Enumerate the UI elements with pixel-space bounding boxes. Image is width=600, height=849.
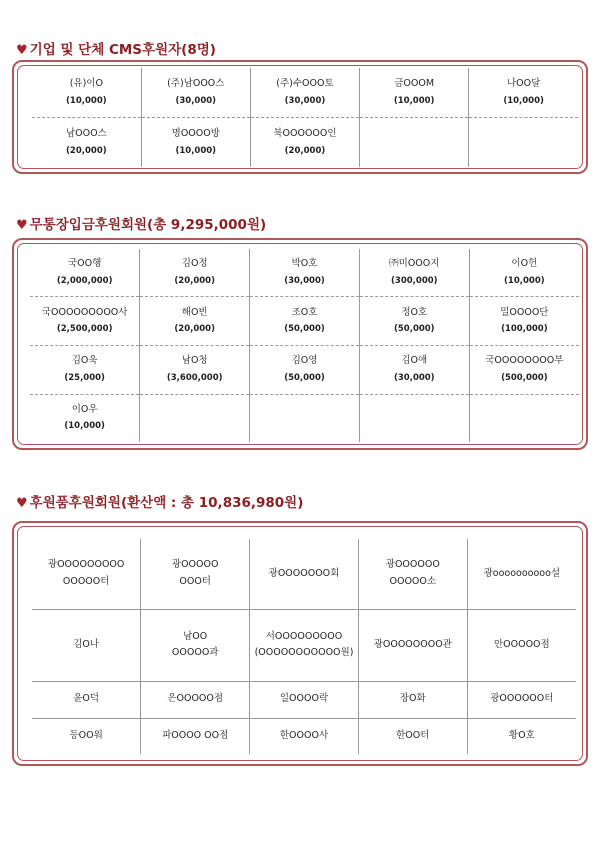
donor-name: 이O헌 (511, 258, 538, 270)
donor-name: 일OOOO락 (279, 693, 329, 705)
donor-cell (140, 249, 250, 297)
donor-cell (30, 394, 140, 442)
donor-name: 남OO (183, 630, 208, 642)
heart-icon: ♥ (16, 43, 28, 58)
donation-amount: (10,000) (393, 95, 435, 106)
donor-cell (469, 394, 579, 442)
donation-amount: (3,600,000) (166, 372, 223, 383)
heart-icon: ♥ (16, 496, 28, 511)
donor-cell (30, 345, 140, 394)
donation-amount: (10,000) (64, 421, 105, 432)
donation-amount: (30,000) (394, 372, 435, 383)
section-title-bank-transfer (16, 213, 266, 233)
donor-name: 남O청 (181, 355, 208, 367)
corporate-donor-box (12, 60, 588, 174)
donor-cell (141, 68, 250, 118)
donor-cell (30, 297, 140, 346)
donor-cell (140, 345, 250, 394)
donor-name: 명OOOO방 (171, 127, 220, 139)
donor-name: 김O욱 (71, 355, 98, 367)
table-row (30, 249, 579, 297)
donation-amount: (10,000) (503, 95, 544, 106)
donation-amount: (10,000) (175, 145, 217, 156)
donor-cell (469, 68, 578, 118)
donor-cell (359, 297, 469, 346)
in-kind-donor-table (32, 539, 576, 754)
bank-transfer-donor-box (12, 238, 588, 450)
donor-name: 금OOOM (394, 77, 435, 89)
section-title-text: 후원품후원회원(환산액 : 총 10,836,980원) (29, 495, 304, 511)
donor-cell (467, 718, 576, 754)
donor-name: 밀OOOO단 (500, 306, 549, 318)
donation-amount: (100,000) (501, 324, 548, 335)
donor-name: 광oooooooooo설 (483, 567, 561, 579)
table-row (32, 681, 576, 718)
donor-name: (유)이O (69, 77, 103, 89)
donor-name: 광OOOOO (171, 559, 219, 571)
donor-cell (30, 249, 140, 297)
donor-cell (140, 297, 250, 346)
table-row (32, 118, 578, 168)
donor-cell (358, 681, 467, 718)
donor-name: 김O영 (291, 355, 318, 367)
donor-cell (32, 539, 141, 610)
section-title-corporate (16, 38, 216, 58)
donor-name: 이O우 (71, 403, 98, 415)
donor-cell (250, 297, 360, 346)
donor-name: 윤O덕 (73, 693, 100, 705)
section-title-in-kind (16, 491, 303, 511)
donor-cell (467, 610, 576, 682)
donor-name-continued: (OOOOOOOOOOO원) (254, 647, 354, 659)
donor-name: 은OOOOO점 (167, 693, 224, 705)
donor-cell (141, 610, 250, 682)
donor-name: 등OO워 (69, 730, 103, 741)
donor-cell (32, 68, 141, 118)
corporate-donor-table (32, 68, 578, 167)
section-title-text: 무통장입금후원회원(총 9,295,000원) (29, 217, 267, 233)
donor-cell (141, 539, 250, 610)
donor-cell (32, 118, 141, 168)
donor-name: 김O애 (401, 355, 428, 367)
donor-name: 서OOOOOOOOO (265, 630, 343, 642)
donor-cell (32, 681, 141, 718)
donation-amount: (20,000) (174, 324, 215, 335)
donor-name: 김O나 (73, 639, 100, 651)
donor-cell (32, 610, 141, 682)
donor-cell (141, 718, 250, 754)
donation-amount: (30,000) (175, 95, 217, 106)
table-row (32, 610, 576, 682)
table-row (30, 345, 579, 394)
donation-amount: (50,000) (284, 324, 325, 335)
donor-name: 광OOOOOO터 (490, 693, 554, 705)
in-kind-donor-box (12, 521, 588, 766)
donation-amount: (25,000) (64, 372, 105, 383)
donor-cell (250, 394, 360, 442)
donor-name: 국OOOOOOOO부 (485, 355, 564, 367)
donor-cell (467, 539, 576, 610)
donor-cell (359, 394, 469, 442)
heart-icon: ♥ (16, 218, 28, 233)
donor-cell (141, 118, 250, 168)
donor-name: 국OOOOOOOOO사 (41, 306, 128, 318)
donor-name: 김O정 (181, 258, 208, 270)
donor-cell (358, 718, 467, 754)
donor-name-continued: OOOOO과 (171, 647, 219, 659)
donation-amount: (20,000) (284, 145, 326, 156)
donor-name: 장O화 (399, 693, 426, 705)
donor-cell (469, 297, 579, 346)
donor-name: 나OO달 (506, 77, 541, 89)
donor-name: 광OOOOOOOO관 (373, 639, 452, 651)
donor-name: ㈜미OOO지 (389, 258, 440, 270)
donor-name: (주)남OOO스 (167, 77, 225, 89)
donor-cell (469, 345, 579, 394)
donation-amount: (50,000) (394, 324, 435, 335)
table-row (30, 394, 579, 442)
donor-cell (140, 394, 250, 442)
donor-cell (360, 68, 469, 118)
donor-name: 북OOOOOO인 (273, 127, 337, 139)
donor-cell (250, 249, 360, 297)
donor-cell (141, 681, 250, 718)
donation-amount: (2,500,000) (56, 324, 113, 335)
donor-cell (250, 681, 359, 718)
donor-cell (250, 610, 359, 682)
donor-cell (467, 681, 576, 718)
inner-border (17, 65, 583, 169)
donor-cell (358, 610, 467, 682)
donor-name: 해O빈 (181, 306, 208, 318)
donor-cell (250, 539, 359, 610)
donor-cell (358, 539, 467, 610)
inner-border (17, 526, 583, 761)
donation-amount: (50,000) (284, 372, 325, 383)
donor-name-continued: OOOOO터 (62, 576, 110, 588)
donor-cell (469, 249, 579, 297)
donation-amount: (500,000) (501, 372, 548, 383)
donor-name: 광OOOOOOO회 (268, 567, 340, 579)
donor-name: 박O호 (291, 258, 318, 270)
donor-cell (250, 118, 359, 168)
table-row (30, 297, 579, 346)
donor-cell (250, 68, 359, 118)
donor-name: 파OOOO OO점 (162, 730, 229, 741)
bank-transfer-donor-table (30, 249, 579, 442)
donation-amount: (10,000) (66, 95, 107, 106)
inner-border (17, 243, 583, 445)
section-title-text: 기업 및 단체 CMS후원자(8명) (29, 42, 216, 58)
donation-amount: (10,000) (504, 275, 545, 286)
donor-name: 안OOOOO점 (493, 639, 550, 651)
donation-amount: (30,000) (284, 275, 325, 286)
donor-cell (250, 718, 359, 754)
donor-name: (주)수OOO토 (276, 77, 334, 89)
donation-amount: (2,000,000) (56, 275, 113, 286)
table-row (32, 718, 576, 754)
donor-name: 한OOOO사 (279, 730, 329, 741)
donor-name: 광OOOOOO (385, 559, 440, 571)
donor-cell (359, 249, 469, 297)
donation-amount: (300,000) (391, 275, 438, 286)
donor-cell (359, 345, 469, 394)
donor-name: 남OOO스 (65, 127, 107, 139)
donor-name: 한OO터 (396, 730, 430, 741)
donor-cell (469, 118, 578, 168)
donor-name: 황O호 (508, 730, 535, 741)
donor-name-continued: OOOOO소 (389, 576, 437, 588)
donor-cell (250, 345, 360, 394)
donor-name: 정O호 (401, 306, 428, 318)
donation-amount: (20,000) (66, 145, 107, 156)
donor-cell (32, 718, 141, 754)
donor-name: 광OOOOOOOOO (47, 559, 125, 571)
donor-name: 조O호 (291, 306, 318, 318)
donation-amount: (20,000) (174, 275, 215, 286)
donor-cell (360, 118, 469, 168)
table-row (32, 68, 578, 118)
table-row (32, 539, 576, 610)
donation-amount: (30,000) (284, 95, 326, 106)
donor-name-continued: OOO터 (179, 576, 211, 588)
donor-name: 국OO행 (67, 258, 102, 270)
